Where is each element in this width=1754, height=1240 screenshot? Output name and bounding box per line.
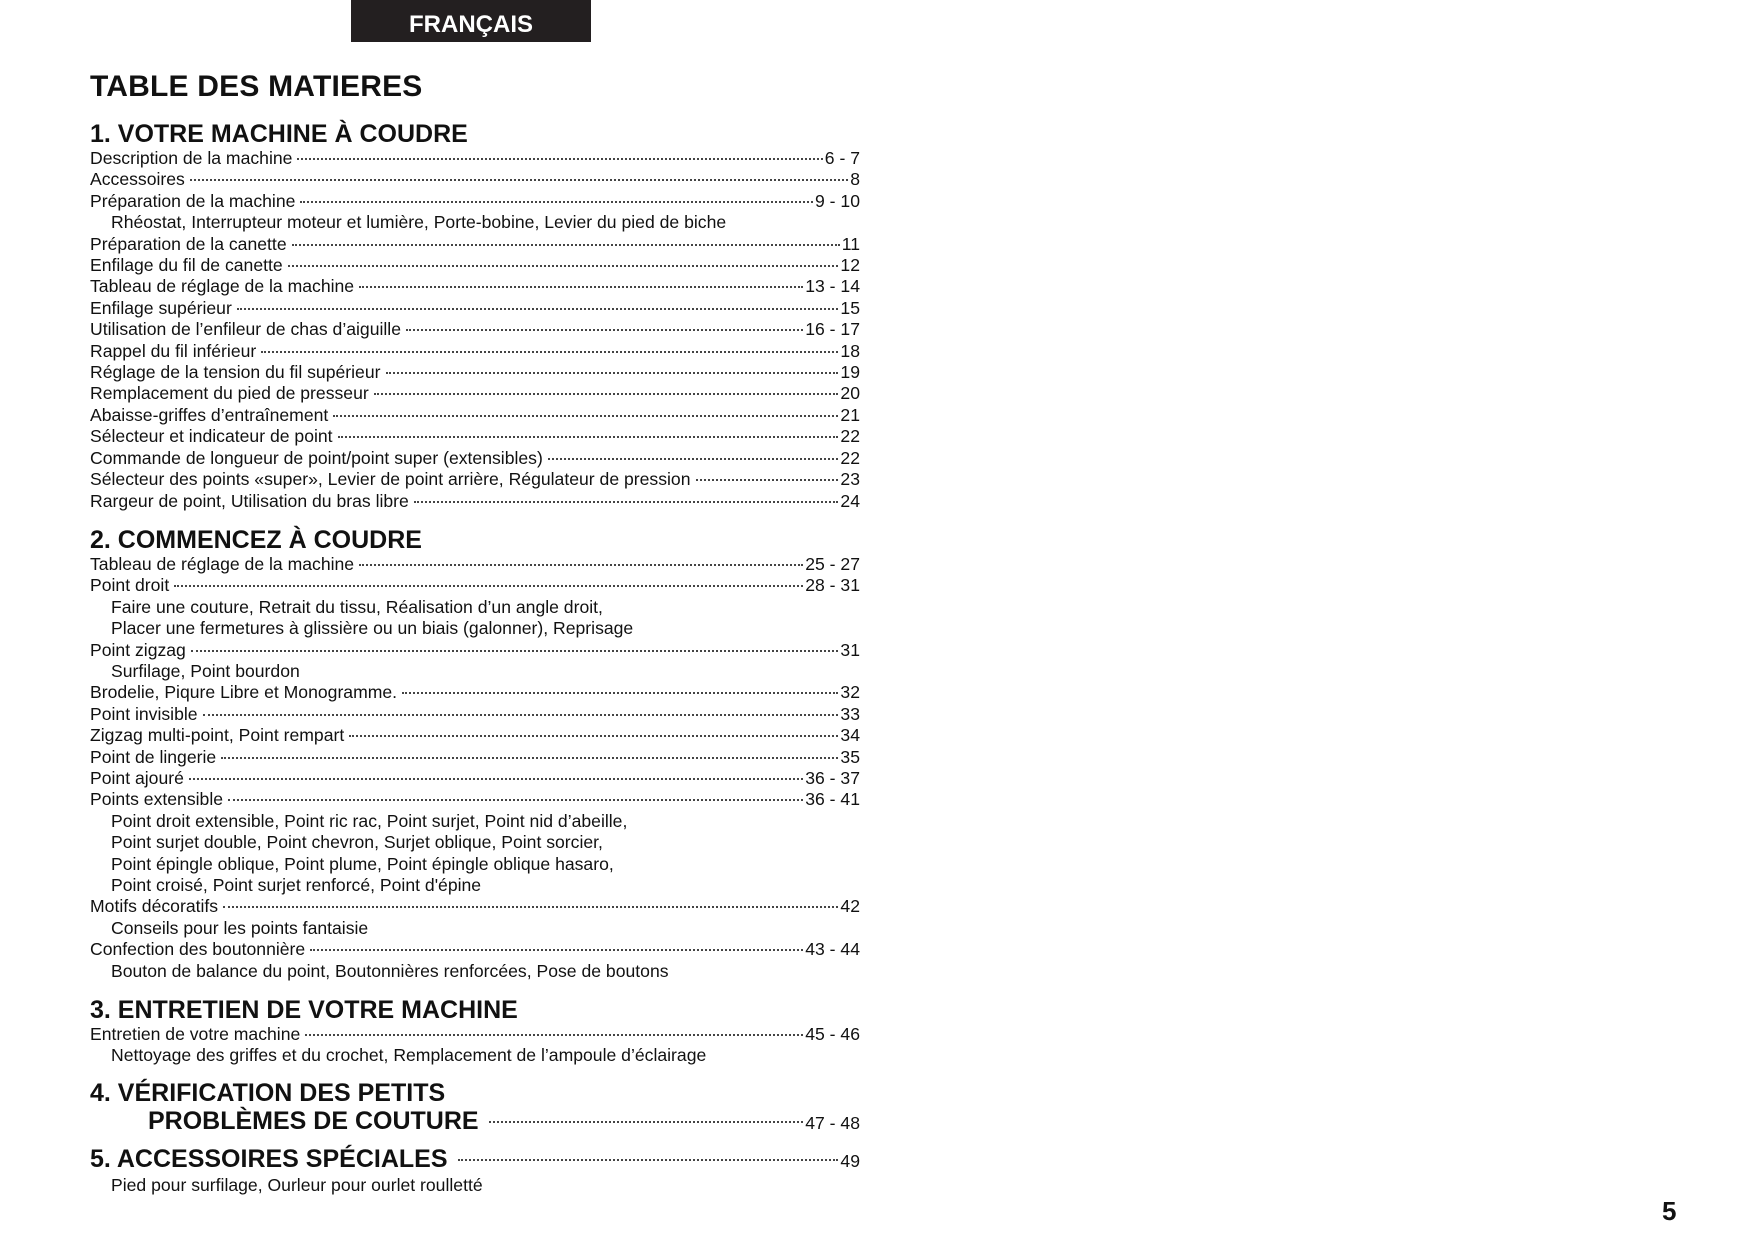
dot-leader [237,308,839,310]
page-ref: 25 - 27 [805,553,860,574]
dot-leader [300,201,813,203]
toc-entry [90,640,860,661]
dot-leader [189,778,803,780]
toc-entry [90,298,860,319]
dot-leader [548,458,839,460]
page-ref: 35 [840,746,860,767]
entry-label: Point droit [90,575,170,596]
page-ref: 13 - 14 [805,276,860,297]
entry-label: Points extensible [90,789,224,810]
toc-subentry: Rhéostat, Interrupteur moteur et lumière, Porte-bobine, Levier du pied de biche [111,212,727,233]
page-ref: 28 - 31 [805,575,860,596]
toc-section-4 [90,1079,860,1137]
dot-leader [191,650,839,652]
entry-label: Utilisation de l’enfileur de chas d’aiguille [90,319,402,340]
dot-leader [203,714,839,716]
page-ref: 8 [850,169,860,190]
toc-entry [90,405,860,426]
entry-label: Enfilage supérieur [90,297,232,318]
page-ref: 20 [840,383,860,404]
toc-subentry: Point droit extensible, Point ric rac, Point surjet, Point nid d’abeille, [111,810,628,831]
toc-entry [90,1024,860,1045]
dot-leader [261,351,838,353]
page-ref: 23 [840,469,860,490]
section-title: 2. COMMENCEZ À COUDRE [90,525,422,554]
entry-label: Zigzag multi-point, Point rempart [90,725,345,746]
dot-leader [406,329,803,331]
entry-label: Entretien de votre machine [90,1024,301,1045]
toc-entry [90,191,860,212]
section-title-continued: PROBLÈMES DE COUTURE [148,1106,479,1135]
dot-leader [297,158,822,160]
dot-leader [292,244,840,246]
toc-entry [90,747,860,768]
toc-entry [90,896,860,917]
toc-entry [90,491,860,512]
toc-entry [90,341,860,362]
toc-entry [90,319,860,340]
page-title: TABLE DES MATIERES [90,70,423,103]
toc-entry [90,725,860,746]
entry-label: Confection des boutonnière [90,939,306,960]
toc-entry [90,789,860,810]
page-ref: 16 - 17 [805,319,860,340]
entry-label: Commande de longueur de point/point super (extensibles) [90,447,543,468]
toc-entry [90,939,860,960]
toc-entry [90,704,860,725]
toc-entry [90,255,860,276]
toc-entry [90,383,860,404]
entry-label: Préparation de la canette [90,233,287,254]
toc-entry [90,1145,860,1175]
entry-label: Point zigzag [90,639,186,660]
dot-leader [414,501,839,503]
page-ref: 31 [840,639,860,660]
page-ref: 36 - 37 [805,767,860,788]
entry-label: Préparation de la machine [90,190,296,211]
page-ref: 22 [840,426,860,447]
toc-subentry: Surfilage, Point bourdon [111,660,300,681]
entry-label: Abaisse-griffes d’entraînement [90,404,329,425]
entry-label: Tableau de réglage de la machine [90,276,355,297]
toc-subentry: Nettoyage des griffes et du crochet, Remplacement de l’ampoule d’éclairage [111,1045,707,1066]
page-ref: 42 [840,896,860,917]
section-title: 4. VÉRIFICATION DES PETITS [90,1078,446,1107]
toc-subentry: Faire une couture, Retrait du tissu, Réalisation d’un angle droit, [111,596,603,617]
toc-section-5 [90,1145,860,1196]
dot-leader [359,564,803,566]
entry-label: Tableau de réglage de la machine [90,553,355,574]
dot-leader [349,735,838,737]
entry-label: Description de la machine [90,148,293,168]
toc-subentry: Point croisé, Point surjet renforcé, Point d'épine [111,875,482,895]
dot-leader [696,479,839,481]
entry-label: Accessoires [90,169,185,190]
page-number: 5 [1662,1196,1677,1226]
toc-entry [90,426,860,447]
page-ref: 33 [840,703,860,724]
entry-label: Sélecteur des points «super», Levier de point arrière, Régulateur de pression [90,469,691,490]
page-ref: 34 [840,725,860,746]
toc-sections [90,120,860,1067]
table-of-contents [90,70,860,1204]
entry-label: Point de lingerie [90,746,217,767]
section-title: 5. ACCESSOIRES SPÉCIALES [90,1144,448,1173]
page-ref: 22 [840,447,860,468]
entry-label: Réglage de la tension du fil supérieur [90,362,381,383]
page-ref: 24 [840,490,860,511]
dot-leader [221,757,838,759]
dot-leader [310,949,803,951]
toc-entry [90,469,860,490]
dot-leader [305,1034,803,1036]
page-ref: 15 [840,297,860,318]
toc-section-1 [90,120,860,512]
toc-entry [90,682,860,703]
page-ref: 49 [840,1150,860,1171]
page-ref: 9 - 10 [815,190,860,211]
dot-leader [190,179,848,181]
dot-leader [333,415,838,417]
toc-section-2 [90,526,860,982]
dot-leader [174,585,803,587]
page-ref: 32 [840,682,860,703]
page-ref: 47 - 48 [805,1112,860,1133]
toc-subentry: Pied pour surfilage, Ourleur pour ourlet roulletté [111,1174,483,1195]
entry-label: Enfilage du fil de canette [90,255,283,276]
page-ref: 19 [840,362,860,383]
toc-entry [90,448,860,469]
page-ref: 6 - 7 [824,148,860,168]
toc-entry [90,276,860,297]
toc-entry [90,362,860,383]
page-ref: 43 - 44 [805,939,860,960]
toc-entry [90,575,860,596]
page-ref: 21 [840,404,860,425]
toc-subentry: Conseils pour les points fantaisie [111,917,369,938]
entry-label: Sélecteur et indicateur de point [90,426,333,447]
dot-leader [338,436,839,438]
page-ref: 45 - 46 [805,1024,860,1045]
toc-entry [90,768,860,789]
entry-label: Point ajouré [90,767,184,788]
toc-section-3 [90,996,860,1067]
toc-subentry: Point surjet double, Point chevron, Surjet oblique, Point sorcier, [111,832,603,853]
toc-subentry: Point épingle oblique, Point plume, Point épingle oblique hasaro, [111,853,614,874]
toc-entry [90,148,860,169]
entry-label: Rappel du fil inférieur [90,340,257,361]
entry-label: Motifs décoratifs [90,896,219,917]
dot-leader [228,799,803,801]
toc-entry [90,554,860,575]
entry-label: Brodelie, Piqure Libre et Monogramme. [90,682,398,703]
entry-label: Point invisible [90,703,198,724]
toc-entry [90,169,860,190]
page-ref: 36 - 41 [805,789,860,810]
dot-leader [458,1159,839,1161]
section-title: 1. VOTRE MACHINE À COUDRE [90,120,468,148]
page-ref: 11 [841,233,860,254]
language-tab: FRANÇAIS [351,0,591,42]
dot-leader [223,906,838,908]
section-title: 3. ENTRETIEN DE VOTRE MACHINE [90,996,518,1025]
dot-leader [489,1121,804,1123]
dot-leader [374,393,839,395]
dot-leader [402,692,838,694]
toc-subentry: Placer une fermetures à glissière ou un biais (galonner), Reprisage [111,618,634,639]
toc-subentry: Bouton de balance du point, Boutonnières renforcées, Pose de boutons [111,960,669,981]
dot-leader [386,372,839,374]
dot-leader [359,286,803,288]
entry-label: Rargeur de point, Utilisation du bras libre [90,490,409,511]
toc-entry [90,1107,860,1137]
page-ref: 12 [840,255,860,276]
page-ref: 18 [840,340,860,361]
toc-entry [90,234,860,255]
dot-leader [288,265,839,267]
entry-label: Remplacement du pied de presseur [90,383,369,404]
